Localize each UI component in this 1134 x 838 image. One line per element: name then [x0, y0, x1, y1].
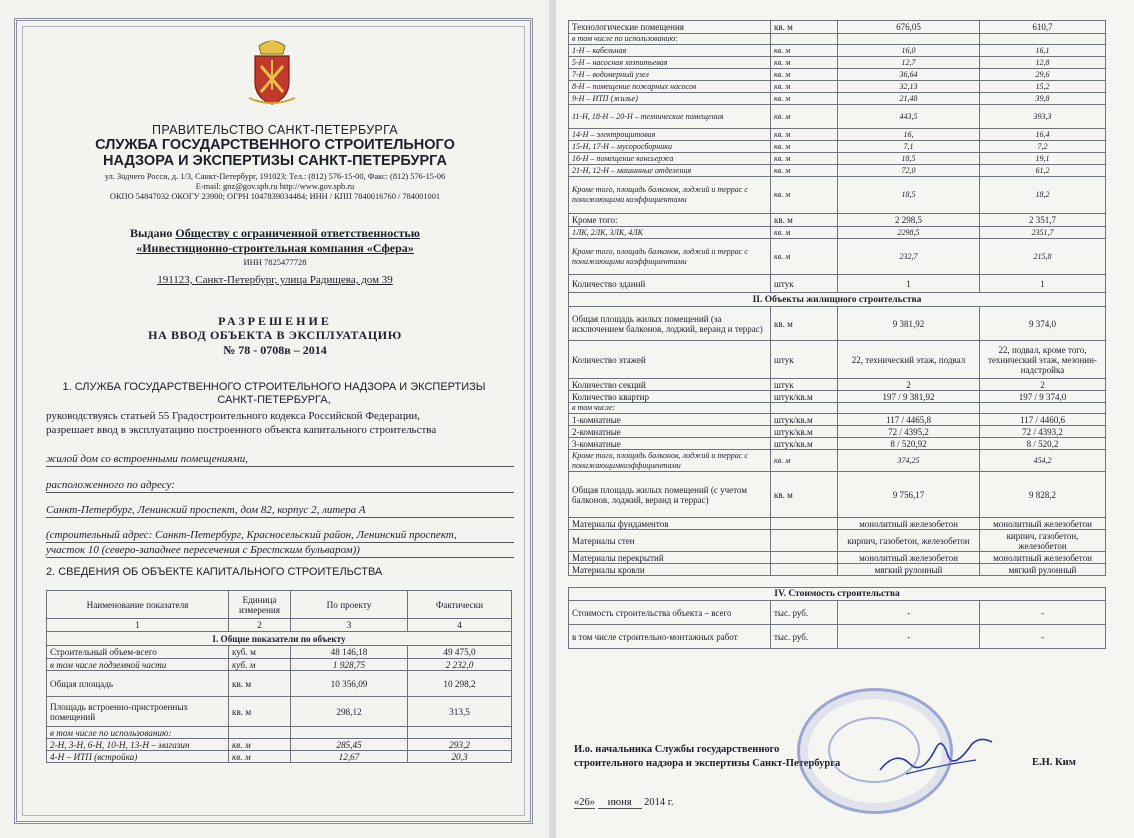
permit-page-right: [556, 0, 1134, 838]
table-row: Количество зданий штук 1 1: [569, 275, 1106, 293]
table-row: Кроме того, площадь балконов, лоджий и террас с понижающимкоэффициентами кв. м 374,25 454,2: [569, 450, 1106, 472]
table-row: в том числе подземной части куб. м 1 928,75 2 232,0: [47, 659, 512, 671]
coat-of-arms-icon: [247, 38, 297, 106]
table-row: Материалы стен кирпич, газобетон, железобетон кирпич, газобетон, железобетон: [569, 530, 1106, 552]
section1-heading: 1. СЛУЖБА ГОСУДАРСТВЕННОГО СТРОИТЕЛЬНОГО НАДЗОРА И ЭКСПЕРТИЗЫ САНКТ-ПЕТЕРБУРГА,: [62, 381, 486, 406]
col-header: Наименование показателя: [47, 591, 229, 619]
table-row: Количество этажей штук 22, технический этаж, подвал 22, подвал, кроме того, технический этаж, мезонин-надстройка: [569, 341, 1106, 379]
table-section-title: I. Общие показатели по объекту: [47, 632, 512, 646]
table-row: 21-Н, 12-Н – машинные отделения кв. м 72,0 61,2: [569, 165, 1106, 177]
contact-block: [40, 172, 510, 202]
issued-address: 191123, Санкт-Петербург, улица Радищева, дом 39: [157, 274, 393, 286]
table-row: 3-комнатные штук/кв.м 8 / 520,92 8 / 520,2: [569, 438, 1106, 450]
table-row: 7-Н – водомерный узел кв. м 36,64 29,6: [569, 69, 1106, 81]
official-seal: [797, 688, 953, 814]
permit-subtitle: НА ВВОД ОБЪЕКТА В ЭКСПЛУАТАЦИЮ: [148, 328, 402, 342]
object-indicators-table: [46, 590, 512, 763]
table-row: Кроме того: кв. м 2 298,5 2 351,7: [569, 214, 1106, 227]
table-row: 15-Н, 17-Н – мусоросборники кв. м 7,1 7,2: [569, 141, 1106, 153]
table-row: 8-Н – помещение пожарных насосов кв. м 32,13 15,2: [569, 81, 1106, 93]
section2-heading: 2. СВЕДЕНИЯ ОБ ОБЪЕКТЕ КАПИТАЛЬНОГО СТРОИТЕЛЬСТВА: [46, 566, 383, 578]
permit-title: РАЗРЕШЕНИЕ: [218, 314, 332, 328]
col-number: 4: [408, 619, 512, 632]
table-row: 1-Н – кабельная кв. м 16,0 16,1: [569, 45, 1106, 57]
table-row: в том числе по использованию:: [47, 727, 512, 739]
table-row: в том числе строительно-монтажных работ тыс. руб. - -: [569, 625, 1106, 649]
table-row: в том числе:: [569, 403, 1106, 414]
table-row: Материалы перекрытий монолитный железобетон монолитный железобетон: [569, 552, 1106, 564]
table-section-title: IV. Стоимость строительства: [569, 588, 1106, 601]
signer-name: Е.Н. Ким: [1032, 757, 1076, 768]
table-row: 16-Н – помещение консьержа кв. м 18,5 19,1: [569, 153, 1106, 165]
table-row: Общая площадь жилых помещений (за исключением балконов, лоджий, веранд и террас) кв. м 9 381,92 9 374,0: [569, 307, 1106, 341]
table-row: Общая площадь кв. м 10 356,09 10 298,2: [47, 671, 512, 697]
col-header: Фактически: [408, 591, 512, 619]
email-line: E-mail: gnz@gov.spb.ru http://www.gov.spb.ru: [195, 182, 355, 191]
table-row: 4-Н – ИТП (встройка) кв. м 12,67 20,3: [47, 751, 512, 763]
table-row: Материалы кровли мягкий рулонный мягкий рулонный: [569, 564, 1106, 576]
col-number: 1: [47, 619, 229, 632]
table-row: Кроме того, площадь балконов, лоджий и террас с понижающими коэффициентами кв. м 18,5 18,2: [569, 177, 1106, 214]
service-name: СЛУЖБА ГОСУДАРСТВЕННОГО СТРОИТЕЛЬНОГО НАДЗОРА И ЭКСПЕРТИЗЫ САНКТ-ПЕТЕРБУРГА: [95, 137, 455, 169]
table-row: Материалы фундаментов монолитный железобетон монолитный железобетон: [569, 518, 1106, 530]
issued-to-block: Выдано Обществу с ограниченной ответственностью «Инвестиционно-строительная компания «Сфера»: [130, 226, 420, 255]
table-row: в том числе по использованию:: [569, 34, 1106, 45]
table-row: 1-комнатные штук/кв.м 117 / 4465,8 117 / 4460,6: [569, 414, 1106, 426]
table-row: 11-Н, 18-Н – 20-Н – технические помещения кв. м 443,5 393,3: [569, 105, 1106, 129]
located-label: расположенного по адресу:: [46, 478, 514, 493]
address-line: ул. Зодчего Росси, д. 1/3, Санкт-Петербург, 191023; Тел.: (812) 576-15-00, Факс: (812) 576-15-06: [104, 172, 446, 181]
signer-position: И.о. начальника Службы государственного строительного надзора и экспертизы Санкт-Петербурга: [574, 744, 841, 769]
table-row: Количество секций штук 2 2: [569, 379, 1106, 391]
table-row: Технологические помещения кв. м 676,05 610,7: [569, 21, 1106, 34]
government-name: ПРАВИТЕЛЬСТВО САНКТ-ПЕТЕРБУРГА: [152, 123, 398, 137]
table-row: Строительный объем-всего куб. м 48 146,18 49 475,0: [47, 646, 512, 659]
permit-page-left: [0, 0, 549, 838]
codes-line: ОКПО 54847032 ОКОГУ 23900; ОГРН 1047839034484; ИНН / КПП 7840016760 / 784001001: [109, 192, 441, 201]
table-row: 2-комнатные штук/кв.м 72 / 4395,2 72 / 4393,2: [569, 426, 1106, 438]
table-row: Стоимость строительства объекта – всего тыс. руб. - -: [569, 601, 1106, 625]
table-row: Общая площадь жилых помещений (с учетом балконов, лоджий, веранд и террас) кв. м 9 756,17 9 828,2: [569, 472, 1106, 518]
table-row: 2-Н, 3-Н, 6-Н, 10-Н, 13-Н – магазин кв. м 285,45 293,2: [47, 739, 512, 751]
table-row: 9-Н – ИТП (жилье) кв. м 21,48 39,8: [569, 93, 1106, 105]
table-row: Площадь встроенно-пристроенных помещений кв. м 298,12 313,5: [47, 697, 512, 727]
col-header: Единица измерения: [229, 591, 291, 619]
table-row: 5-Н – насосная хозпитьевая кв. м 12,7 12,8: [569, 57, 1106, 69]
inn-line: ИНН 7825477728: [243, 257, 307, 267]
table-row: 1ЛК, 2ЛК, 3ЛК, 4ЛК кв. м 2298,5 2351,7: [569, 227, 1106, 239]
table-row: Кроме того, площадь балконов, лоджий и террас с понижающими коэффициентами кв. м 232,7 215,8: [569, 239, 1106, 275]
table-row: Количество квартир штук/кв.м 197 / 9 381,92 197 / 9 374,0: [569, 391, 1106, 403]
indicators-table-continued: [568, 20, 1106, 649]
object-address: Санкт-Петербург, Ленинский проспект, дом 82, корпус 2, литера А: [46, 503, 514, 518]
table-section-title: II. Объекты жилищного строительства: [569, 293, 1106, 307]
permit-number: № 78 - 0708в – 2014: [223, 343, 327, 357]
col-header: По проекту: [291, 591, 408, 619]
object-name: жилой дом со встроенными помещениями,: [46, 452, 514, 467]
section1-text: руководствуясь статьей 55 Градостроительного кодекса Российской Федерации, разрешает ввод в эксплуатацию построенного объекта капитального строительства: [46, 410, 437, 436]
issue-date: «26» июня 2014 г.: [574, 797, 674, 808]
build-address: (строительный адрес: Санкт-Петербург, Красносельский район, Ленинский проспект, участок 10 (северо-западнее пересечения с Брестским бульваром)): [46, 528, 514, 558]
table-row: 14-Н – электрощитовая кв. м 16, 16,4: [569, 129, 1106, 141]
col-number: 2: [229, 619, 291, 632]
col-number: 3: [291, 619, 408, 632]
